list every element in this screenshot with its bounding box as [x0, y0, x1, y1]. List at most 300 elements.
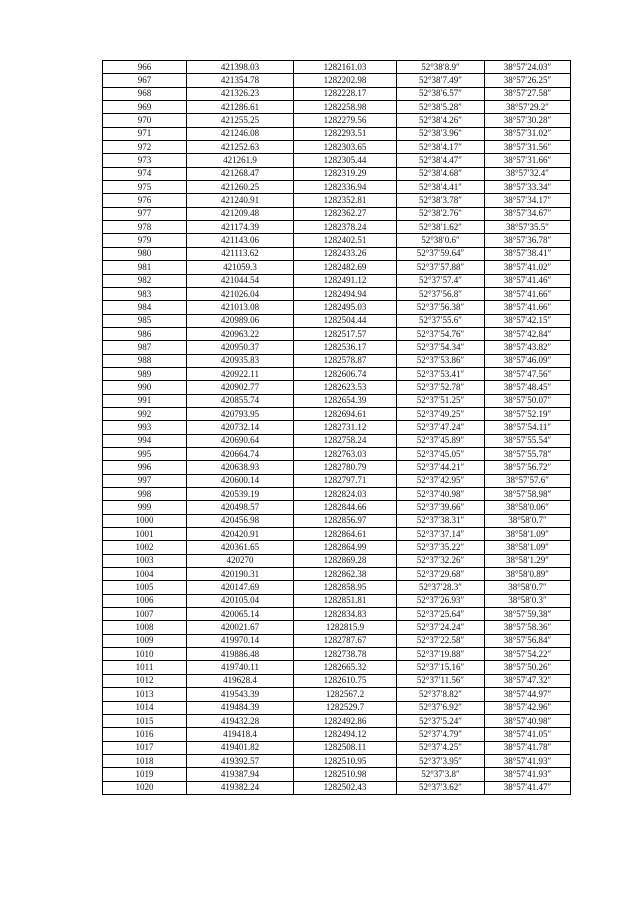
- coordinates-table: [102, 60, 571, 795]
- latitude-cell: 52°38′4.68″: [397, 167, 485, 180]
- x-coordinate-cell: 421252.63: [187, 141, 294, 154]
- longitude-cell: 38°57′35.5″: [485, 221, 571, 234]
- x-coordinate-cell: 419740.11: [187, 661, 294, 674]
- latitude-cell: 52°38′3.78″: [397, 194, 485, 207]
- point-number-cell: 981: [103, 261, 187, 274]
- latitude-cell: 52°38′7.49″: [397, 74, 485, 87]
- point-number-cell: 1017: [103, 741, 187, 754]
- point-number-cell: 978: [103, 221, 187, 234]
- point-number-cell: 984: [103, 301, 187, 314]
- longitude-cell: 38°57′59.38″: [485, 608, 571, 621]
- latitude-cell: 52°37′52.78″: [397, 381, 485, 394]
- latitude-cell: 52°37′25.64″: [397, 608, 485, 621]
- x-coordinate-cell: 419418.4: [187, 728, 294, 741]
- y-coordinate-cell: 1282856.97: [294, 514, 397, 527]
- latitude-cell: 52°37′39.66″: [397, 501, 485, 514]
- longitude-cell: 38°57′41.93″: [485, 754, 571, 767]
- x-coordinate-cell: 419628.4: [187, 674, 294, 687]
- point-number-cell: 977: [103, 207, 187, 220]
- point-number-cell: 993: [103, 421, 187, 434]
- latitude-cell: 52°37′53.41″: [397, 367, 485, 380]
- point-number-cell: 1004: [103, 568, 187, 581]
- longitude-cell: 38°57′44.97″: [485, 688, 571, 701]
- point-number-cell: 1013: [103, 688, 187, 701]
- table-row: [103, 314, 571, 327]
- y-coordinate-cell: 1282319.29: [294, 167, 397, 180]
- longitude-cell: 38°57′55.54″: [485, 434, 571, 447]
- x-coordinate-cell: 421246.08: [187, 127, 294, 140]
- y-coordinate-cell: 1282567.2: [294, 688, 397, 701]
- y-coordinate-cell: 1282731.12: [294, 421, 397, 434]
- longitude-cell: 38°57′33.34″: [485, 181, 571, 194]
- table-row: [103, 87, 571, 100]
- y-coordinate-cell: 1282491.12: [294, 274, 397, 287]
- y-coordinate-cell: 1282510.95: [294, 754, 397, 767]
- latitude-cell: 52°37′3.62″: [397, 781, 485, 794]
- table-row: [103, 394, 571, 407]
- latitude-cell: 52°38′6.57″: [397, 87, 485, 100]
- y-coordinate-cell: 1282797.71: [294, 474, 397, 487]
- y-coordinate-cell: 1282758.24: [294, 434, 397, 447]
- y-coordinate-cell: 1282858.95: [294, 581, 397, 594]
- point-number-cell: 1003: [103, 554, 187, 567]
- x-coordinate-cell: 420902.77: [187, 381, 294, 394]
- x-coordinate-cell: 419543.39: [187, 688, 294, 701]
- point-number-cell: 991: [103, 394, 187, 407]
- x-coordinate-cell: 419382.24: [187, 781, 294, 794]
- x-coordinate-cell: 420732.14: [187, 421, 294, 434]
- point-number-cell: 970: [103, 114, 187, 127]
- table-row: [103, 407, 571, 420]
- longitude-cell: 38°57′26.25″: [485, 74, 571, 87]
- y-coordinate-cell: 1282161.03: [294, 61, 397, 74]
- y-coordinate-cell: 1282378.24: [294, 221, 397, 234]
- point-number-cell: 1010: [103, 648, 187, 661]
- x-coordinate-cell: 419886.48: [187, 648, 294, 661]
- point-number-cell: 985: [103, 314, 187, 327]
- y-coordinate-cell: 1282844.66: [294, 501, 397, 514]
- table-row: [103, 648, 571, 661]
- longitude-cell: 38°57′48.45″: [485, 381, 571, 394]
- latitude-cell: 52°37′44.21″: [397, 461, 485, 474]
- point-number-cell: 988: [103, 354, 187, 367]
- table-row: [103, 714, 571, 727]
- y-coordinate-cell: 1282228.17: [294, 87, 397, 100]
- x-coordinate-cell: 421286.61: [187, 101, 294, 114]
- latitude-cell: 52°38′2.76″: [397, 207, 485, 220]
- y-coordinate-cell: 1282305.44: [294, 154, 397, 167]
- x-coordinate-cell: 420600.14: [187, 474, 294, 487]
- table-row: [103, 568, 571, 581]
- table-row: [103, 341, 571, 354]
- x-coordinate-cell: 420539.19: [187, 488, 294, 501]
- latitude-cell: 52°37′3.95″: [397, 754, 485, 767]
- point-number-cell: 987: [103, 341, 187, 354]
- y-coordinate-cell: 1282834.83: [294, 608, 397, 621]
- x-coordinate-cell: 419387.94: [187, 768, 294, 781]
- x-coordinate-cell: 419484.39: [187, 701, 294, 714]
- point-number-cell: 973: [103, 154, 187, 167]
- latitude-cell: 52°37′56.8″: [397, 287, 485, 300]
- latitude-cell: 52°37′19.88″: [397, 648, 485, 661]
- table-row: [103, 688, 571, 701]
- longitude-cell: 38°57′50.07″: [485, 394, 571, 407]
- x-coordinate-cell: 420793.95: [187, 407, 294, 420]
- latitude-cell: 52°37′29.68″: [397, 568, 485, 581]
- latitude-cell: 52°37′4.79″: [397, 728, 485, 741]
- y-coordinate-cell: 1282303.65: [294, 141, 397, 154]
- point-number-cell: 1012: [103, 674, 187, 687]
- table-row: [103, 634, 571, 647]
- latitude-cell: 52°37′49.25″: [397, 407, 485, 420]
- y-coordinate-cell: 1282202.98: [294, 74, 397, 87]
- longitude-cell: 38°58′0.3″: [485, 594, 571, 607]
- latitude-cell: 52°37′28.3″: [397, 581, 485, 594]
- latitude-cell: 52°38′0.6″: [397, 234, 485, 247]
- point-number-cell: 990: [103, 381, 187, 394]
- latitude-cell: 52°37′3.8″: [397, 768, 485, 781]
- latitude-cell: 52°37′47.24″: [397, 421, 485, 434]
- x-coordinate-cell: 420065.14: [187, 608, 294, 621]
- y-coordinate-cell: 1282258.98: [294, 101, 397, 114]
- x-coordinate-cell: 421255.25: [187, 114, 294, 127]
- latitude-cell: 52°37′11.56″: [397, 674, 485, 687]
- x-coordinate-cell: 420105.04: [187, 594, 294, 607]
- latitude-cell: 52°37′59.64″: [397, 247, 485, 260]
- point-number-cell: 996: [103, 461, 187, 474]
- latitude-cell: 52°37′26.93″: [397, 594, 485, 607]
- point-number-cell: 1009: [103, 634, 187, 647]
- latitude-cell: 52°37′54.76″: [397, 327, 485, 340]
- table-row: [103, 301, 571, 314]
- point-number-cell: 982: [103, 274, 187, 287]
- y-coordinate-cell: 1282402.51: [294, 234, 397, 247]
- y-coordinate-cell: 1282492.86: [294, 714, 397, 727]
- latitude-cell: 52°37′40.98″: [397, 488, 485, 501]
- point-number-cell: 1018: [103, 754, 187, 767]
- table-row: [103, 781, 571, 794]
- table-row: [103, 234, 571, 247]
- y-coordinate-cell: 1282610.75: [294, 674, 397, 687]
- longitude-cell: 38°57′58.98″: [485, 488, 571, 501]
- point-number-cell: 1011: [103, 661, 187, 674]
- longitude-cell: 38°57′31.02″: [485, 127, 571, 140]
- longitude-cell: 38°57′41.66″: [485, 287, 571, 300]
- latitude-cell: 52°37′15.16″: [397, 661, 485, 674]
- longitude-cell: 38°58′1.09″: [485, 528, 571, 541]
- x-coordinate-cell: 421013.08: [187, 301, 294, 314]
- table-row: [103, 74, 571, 87]
- point-number-cell: 995: [103, 447, 187, 460]
- table-row: [103, 554, 571, 567]
- longitude-cell: 38°57′47.56″: [485, 367, 571, 380]
- coordinates-table-body: [103, 61, 571, 795]
- y-coordinate-cell: 1282529.7: [294, 701, 397, 714]
- y-coordinate-cell: 1282495.03: [294, 301, 397, 314]
- table-row: [103, 514, 571, 527]
- longitude-cell: 38°57′31.56″: [485, 141, 571, 154]
- table-row: [103, 541, 571, 554]
- point-number-cell: 992: [103, 407, 187, 420]
- latitude-cell: 52°37′53.86″: [397, 354, 485, 367]
- x-coordinate-cell: 421261.9: [187, 154, 294, 167]
- table-row: [103, 674, 571, 687]
- longitude-cell: 38°57′47.32″: [485, 674, 571, 687]
- latitude-cell: 52°38′4.47″: [397, 154, 485, 167]
- table-row: [103, 141, 571, 154]
- longitude-cell: 38°57′42.15″: [485, 314, 571, 327]
- point-number-cell: 997: [103, 474, 187, 487]
- latitude-cell: 52°37′56.38″: [397, 301, 485, 314]
- table-row: [103, 661, 571, 674]
- x-coordinate-cell: 420420.91: [187, 528, 294, 541]
- table-row: [103, 207, 571, 220]
- point-number-cell: 980: [103, 247, 187, 260]
- y-coordinate-cell: 1282738.78: [294, 648, 397, 661]
- x-coordinate-cell: 421026.04: [187, 287, 294, 300]
- x-coordinate-cell: 420989.06: [187, 314, 294, 327]
- point-number-cell: 1000: [103, 514, 187, 527]
- latitude-cell: 52°38′4.26″: [397, 114, 485, 127]
- x-coordinate-cell: 421143.06: [187, 234, 294, 247]
- x-coordinate-cell: 420664.74: [187, 447, 294, 460]
- x-coordinate-cell: 420021.67: [187, 621, 294, 634]
- latitude-cell: 52°37′8.82″: [397, 688, 485, 701]
- y-coordinate-cell: 1282824.03: [294, 488, 397, 501]
- longitude-cell: 38°57′34.17″: [485, 194, 571, 207]
- y-coordinate-cell: 1282578.87: [294, 354, 397, 367]
- x-coordinate-cell: 421326.23: [187, 87, 294, 100]
- x-coordinate-cell: 421398.03: [187, 61, 294, 74]
- latitude-cell: 52°38′4.17″: [397, 141, 485, 154]
- table-row: [103, 754, 571, 767]
- point-number-cell: 999: [103, 501, 187, 514]
- x-coordinate-cell: 420963.22: [187, 327, 294, 340]
- latitude-cell: 52°37′32.26″: [397, 554, 485, 567]
- table-row: [103, 608, 571, 621]
- y-coordinate-cell: 1282623.53: [294, 381, 397, 394]
- latitude-cell: 52°37′57.88″: [397, 261, 485, 274]
- table-row: [103, 194, 571, 207]
- x-coordinate-cell: 420190.31: [187, 568, 294, 581]
- table-row: [103, 741, 571, 754]
- y-coordinate-cell: 1282851.81: [294, 594, 397, 607]
- y-coordinate-cell: 1282504.44: [294, 314, 397, 327]
- table-row: [103, 768, 571, 781]
- table-row: [103, 274, 571, 287]
- point-number-cell: 994: [103, 434, 187, 447]
- y-coordinate-cell: 1282654.39: [294, 394, 397, 407]
- y-coordinate-cell: 1282362.27: [294, 207, 397, 220]
- x-coordinate-cell: 421059.3: [187, 261, 294, 274]
- longitude-cell: 38°57′52.19″: [485, 407, 571, 420]
- latitude-cell: 52°38′3.96″: [397, 127, 485, 140]
- point-number-cell: 1001: [103, 528, 187, 541]
- longitude-cell: 38°57′41.47″: [485, 781, 571, 794]
- longitude-cell: 38°57′41.78″: [485, 741, 571, 754]
- longitude-cell: 38°58′0.7″: [485, 514, 571, 527]
- longitude-cell: 38°57′41.05″: [485, 728, 571, 741]
- x-coordinate-cell: 419401.82: [187, 741, 294, 754]
- table-row: [103, 367, 571, 380]
- x-coordinate-cell: 421044.54: [187, 274, 294, 287]
- x-coordinate-cell: 420935.83: [187, 354, 294, 367]
- point-number-cell: 968: [103, 87, 187, 100]
- point-number-cell: 986: [103, 327, 187, 340]
- y-coordinate-cell: 1282494.94: [294, 287, 397, 300]
- table-row: [103, 701, 571, 714]
- latitude-cell: 52°37′37.14″: [397, 528, 485, 541]
- table-row: [103, 474, 571, 487]
- latitude-cell: 52°37′57.4″: [397, 274, 485, 287]
- y-coordinate-cell: 1282694.61: [294, 407, 397, 420]
- x-coordinate-cell: 421268.47: [187, 167, 294, 180]
- y-coordinate-cell: 1282433.26: [294, 247, 397, 260]
- point-number-cell: 1006: [103, 594, 187, 607]
- longitude-cell: 38°57′55.78″: [485, 447, 571, 460]
- table-row: [103, 501, 571, 514]
- table-row: [103, 434, 571, 447]
- latitude-cell: 52°38′4.41″: [397, 181, 485, 194]
- x-coordinate-cell: 421260.25: [187, 181, 294, 194]
- point-number-cell: 1002: [103, 541, 187, 554]
- point-number-cell: 976: [103, 194, 187, 207]
- x-coordinate-cell: 420498.57: [187, 501, 294, 514]
- longitude-cell: 38°57′29.2″: [485, 101, 571, 114]
- table-row: [103, 354, 571, 367]
- latitude-cell: 52°38′8.9″: [397, 61, 485, 74]
- y-coordinate-cell: 1282862.38: [294, 568, 397, 581]
- point-number-cell: 974: [103, 167, 187, 180]
- longitude-cell: 38°57′41.46″: [485, 274, 571, 287]
- x-coordinate-cell: 421354.78: [187, 74, 294, 87]
- longitude-cell: 38°57′42.96″: [485, 701, 571, 714]
- longitude-cell: 38°58′0.06″: [485, 501, 571, 514]
- table-row: [103, 581, 571, 594]
- x-coordinate-cell: 420361.65: [187, 541, 294, 554]
- x-coordinate-cell: 420855.74: [187, 394, 294, 407]
- table-row: [103, 594, 571, 607]
- point-number-cell: 967: [103, 74, 187, 87]
- latitude-cell: 52°37′6.92″: [397, 701, 485, 714]
- longitude-cell: 38°57′38.41″: [485, 247, 571, 260]
- y-coordinate-cell: 1282279.56: [294, 114, 397, 127]
- point-number-cell: 1008: [103, 621, 187, 634]
- x-coordinate-cell: 420147.69: [187, 581, 294, 594]
- table-row: [103, 127, 571, 140]
- point-number-cell: 998: [103, 488, 187, 501]
- latitude-cell: 52°37′22.58″: [397, 634, 485, 647]
- longitude-cell: 38°57′41.02″: [485, 261, 571, 274]
- table-row: [103, 461, 571, 474]
- y-coordinate-cell: 1282665.32: [294, 661, 397, 674]
- longitude-cell: 38°57′36.78″: [485, 234, 571, 247]
- table-row: [103, 154, 571, 167]
- latitude-cell: 52°37′4.25″: [397, 741, 485, 754]
- longitude-cell: 38°58′0.89″: [485, 568, 571, 581]
- y-coordinate-cell: 1282517.57: [294, 327, 397, 340]
- point-number-cell: 971: [103, 127, 187, 140]
- latitude-cell: 52°38′5.28″: [397, 101, 485, 114]
- longitude-cell: 38°57′31.66″: [485, 154, 571, 167]
- latitude-cell: 52°37′55.6″: [397, 314, 485, 327]
- point-number-cell: 1007: [103, 608, 187, 621]
- longitude-cell: 38°57′57.6″: [485, 474, 571, 487]
- table-row: [103, 61, 571, 74]
- table-row: [103, 447, 571, 460]
- table-row: [103, 287, 571, 300]
- table-row: [103, 221, 571, 234]
- x-coordinate-cell: 421240.91: [187, 194, 294, 207]
- y-coordinate-cell: 1282815.9: [294, 621, 397, 634]
- y-coordinate-cell: 1282864.99: [294, 541, 397, 554]
- point-number-cell: 972: [103, 141, 187, 154]
- y-coordinate-cell: 1282293.51: [294, 127, 397, 140]
- latitude-cell: 52°37′45.05″: [397, 447, 485, 460]
- point-number-cell: 989: [103, 367, 187, 380]
- y-coordinate-cell: 1282536.17: [294, 341, 397, 354]
- latitude-cell: 52°37′5.24″: [397, 714, 485, 727]
- x-coordinate-cell: 421113.62: [187, 247, 294, 260]
- point-number-cell: 969: [103, 101, 187, 114]
- point-number-cell: 975: [103, 181, 187, 194]
- longitude-cell: 38°57′30.28″: [485, 114, 571, 127]
- table-row: [103, 621, 571, 634]
- y-coordinate-cell: 1282606.74: [294, 367, 397, 380]
- point-number-cell: 1019: [103, 768, 187, 781]
- latitude-cell: 52°37′35.22″: [397, 541, 485, 554]
- latitude-cell: 52°37′54.34″: [397, 341, 485, 354]
- table-row: [103, 381, 571, 394]
- y-coordinate-cell: 1282763.03: [294, 447, 397, 460]
- x-coordinate-cell: 420690.64: [187, 434, 294, 447]
- longitude-cell: 38°57′56.72″: [485, 461, 571, 474]
- x-coordinate-cell: 419970.14: [187, 634, 294, 647]
- table-row: [103, 488, 571, 501]
- longitude-cell: 38°57′27.58″: [485, 87, 571, 100]
- x-coordinate-cell: 420456.98: [187, 514, 294, 527]
- y-coordinate-cell: 1282787.67: [294, 634, 397, 647]
- latitude-cell: 52°37′51.25″: [397, 394, 485, 407]
- y-coordinate-cell: 1282494.12: [294, 728, 397, 741]
- longitude-cell: 38°57′46.09″: [485, 354, 571, 367]
- point-number-cell: 1014: [103, 701, 187, 714]
- point-number-cell: 979: [103, 234, 187, 247]
- table-row: [103, 114, 571, 127]
- longitude-cell: 38°57′24.03″: [485, 61, 571, 74]
- x-coordinate-cell: 420922.11: [187, 367, 294, 380]
- y-coordinate-cell: 1282864.61: [294, 528, 397, 541]
- x-coordinate-cell: 419432.28: [187, 714, 294, 727]
- longitude-cell: 38°57′41.66″: [485, 301, 571, 314]
- point-number-cell: 1020: [103, 781, 187, 794]
- latitude-cell: 52°37′45.89″: [397, 434, 485, 447]
- y-coordinate-cell: 1282502.43: [294, 781, 397, 794]
- latitude-cell: 52°37′42.95″: [397, 474, 485, 487]
- table-row: [103, 181, 571, 194]
- longitude-cell: 38°57′42.84″: [485, 327, 571, 340]
- longitude-cell: 38°58′1.29″: [485, 554, 571, 567]
- latitude-cell: 52°37′38.31″: [397, 514, 485, 527]
- point-number-cell: 1005: [103, 581, 187, 594]
- longitude-cell: 38°57′34.67″: [485, 207, 571, 220]
- table-row: [103, 327, 571, 340]
- table-row: [103, 528, 571, 541]
- y-coordinate-cell: 1282336.94: [294, 181, 397, 194]
- table-row: [103, 247, 571, 260]
- latitude-cell: 52°38′1.62″: [397, 221, 485, 234]
- x-coordinate-cell: 420950.37: [187, 341, 294, 354]
